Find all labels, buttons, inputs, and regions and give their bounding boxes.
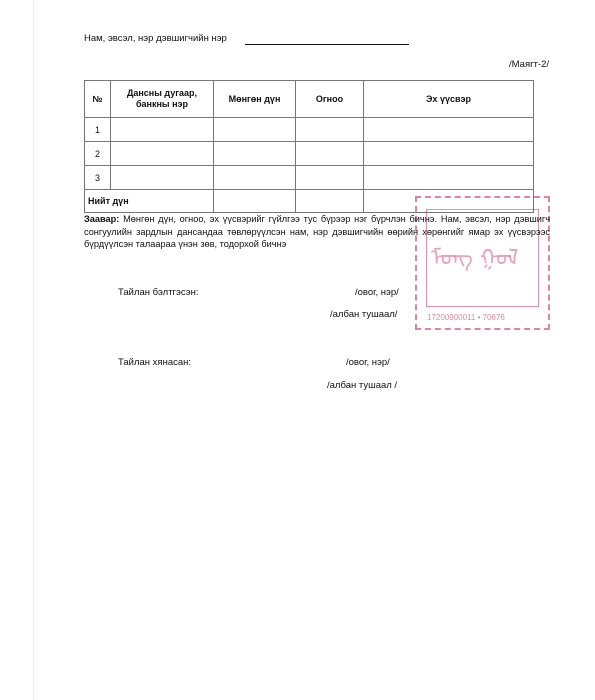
- instructions-text: Мөнгөн дүн, огноо, эх үүсвэрийг гүйлгээ тус бүрээр нэг бүрчлэн бичнэ. Нам, эвсэл, нэр дэвшигч сонгуулийн зардлын дансандаа төвлөрүүлсэн нам, нэр дэвшигчийн өөрийн хөрөнгийг ямар эх үүсвэрээс бүрдүүлсэн талаараа үнэн зөв, тодорхой бичнэ: [84, 214, 550, 249]
- col-header-amount: Мөнгөн дүн: [214, 81, 296, 118]
- account-cell[interactable]: [111, 118, 214, 142]
- total-amount-cell[interactable]: [214, 190, 296, 213]
- instructions-paragraph: [84, 213, 550, 251]
- col-header-number: №: [85, 81, 111, 118]
- amount-cell[interactable]: [214, 166, 296, 190]
- col-header-source: Эх үүсвэр: [364, 81, 534, 118]
- source-cell[interactable]: [364, 166, 534, 190]
- row-number: 2: [85, 142, 111, 166]
- date-cell[interactable]: [296, 118, 364, 142]
- account-cell[interactable]: [111, 142, 214, 166]
- source-cell[interactable]: [364, 118, 534, 142]
- account-cell[interactable]: [111, 166, 214, 190]
- table-row: [85, 142, 534, 166]
- party-name-label: Нам, эвсэл, нэр дэвшигчийн нэр: [84, 33, 227, 44]
- funds-table: [84, 80, 534, 213]
- prepared-name-hint: /овог, нэр/: [355, 287, 399, 298]
- stamp-number: 17200900011 • 70676: [427, 313, 505, 322]
- col-header-account: Дансны дугаар, банкны нэр: [111, 81, 214, 118]
- total-date-cell[interactable]: [296, 190, 364, 213]
- appendix-label: /Маягт-2/: [509, 59, 549, 70]
- stamp-script-glyphs: ᠮᠣᠩ ᠭᠣᠯ: [431, 246, 519, 271]
- reviewed-by-label: Тайлан хянасан:: [118, 357, 192, 368]
- date-cell[interactable]: [296, 142, 364, 166]
- prepared-by-label: Тайлан бэлтгэсэн:: [118, 287, 199, 298]
- table-row: [85, 118, 534, 142]
- table-row: [85, 166, 534, 190]
- row-number: 1: [85, 118, 111, 142]
- reviewed-name-hint: /овог, нэр/: [346, 357, 390, 368]
- amount-cell[interactable]: [214, 142, 296, 166]
- party-name-fill-line[interactable]: [245, 44, 409, 45]
- instructions-lead: Заавар:: [84, 214, 120, 224]
- prepared-position-hint: /албан тушаал/: [330, 309, 398, 320]
- date-cell[interactable]: [296, 166, 364, 190]
- table-header-row: [85, 81, 534, 118]
- amount-cell[interactable]: [214, 118, 296, 142]
- row-number: 3: [85, 166, 111, 190]
- source-cell[interactable]: [364, 142, 534, 166]
- reviewed-position-hint: /албан тушаал /: [327, 380, 398, 391]
- page-left-edge: [33, 0, 34, 700]
- col-header-date: Огноо: [296, 81, 364, 118]
- total-label: Нийт дүн: [85, 190, 214, 213]
